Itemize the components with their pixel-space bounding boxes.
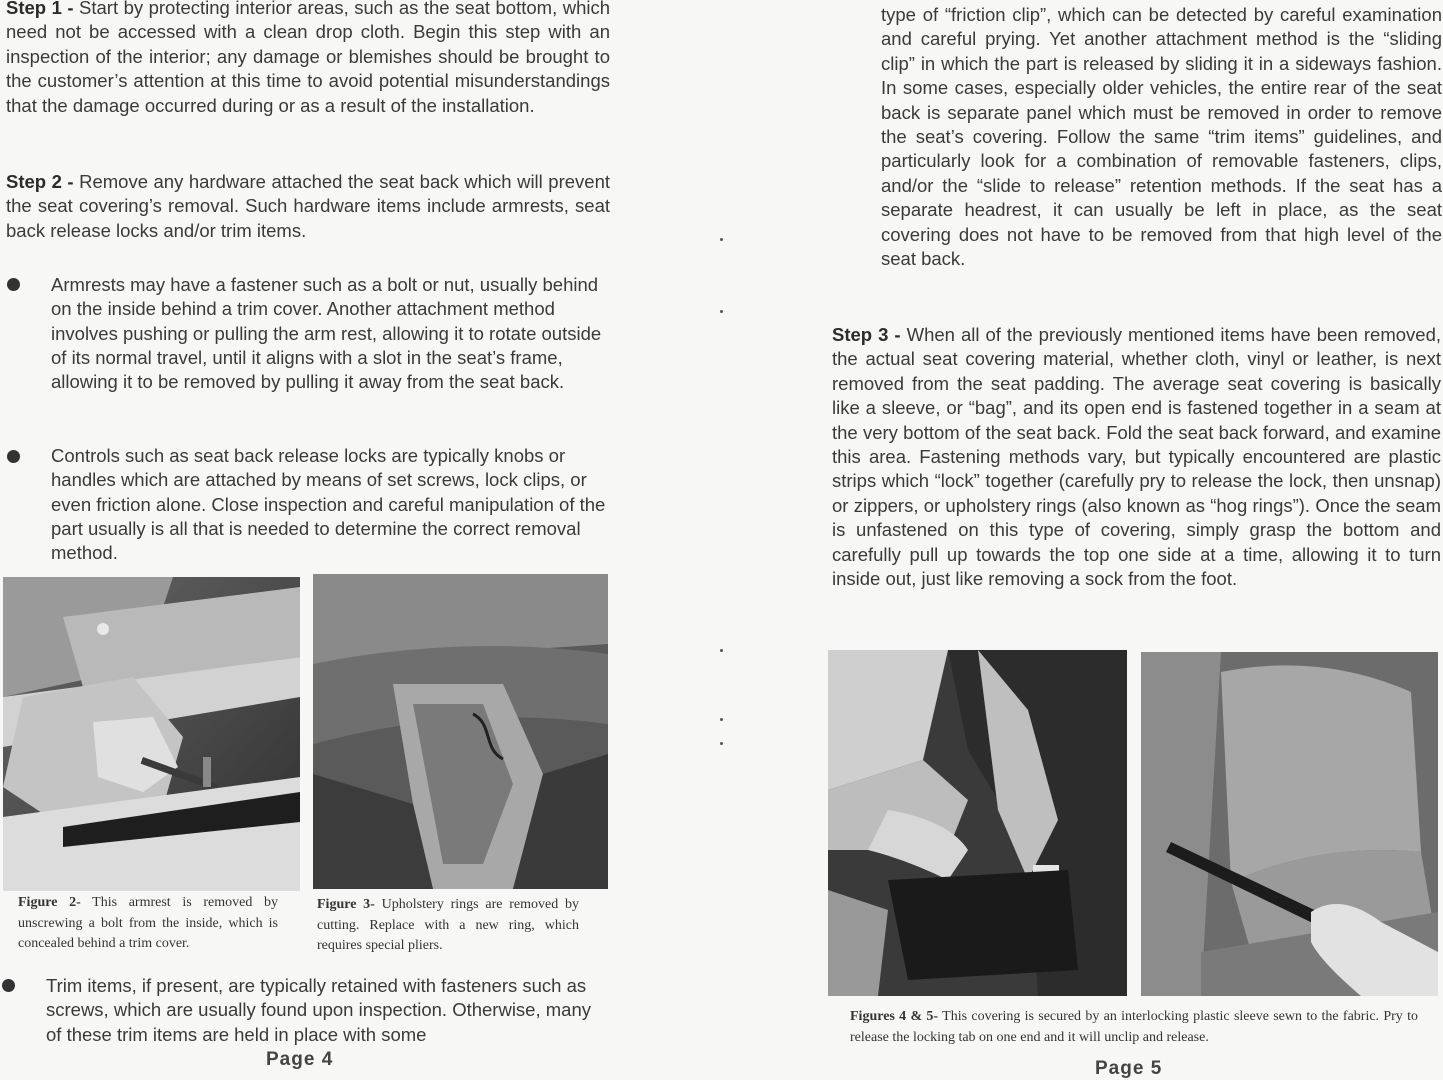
figure-4-photo [828,650,1127,996]
page-5 [722,0,1443,1080]
bullet-controls: Controls such as seat back release locks are typically knobs or handles which are attached by means of set screws, lock clips, or even friction alone. Close inspection and careful manipulation of the part usually is all that is needed to determine the correct removal method. [51,445,606,564]
figures-4-5-caption [850,1007,1418,1048]
page-number: Page 4 [266,1049,334,1070]
bullet-dot [7,278,20,291]
figure-2-caption [18,893,278,955]
step-2-paragraph [6,170,610,243]
figure-2-text: This armrest is removed by unscrewing a bolt from the inside, which is concealed behind a trim cover. [18,895,278,951]
bullet-armrests: Armrests may have a fastener such as a bolt or nut, usually behind on the inside behind a trim cover. Another attachment method involves pushing or pulling the arm rest, allowing it to rotate outside of its normal travel, until it aligns with a slot in the seat’s frame, allowing it to be removed by pulling it away from the seat back. [51,274,602,393]
step-2-label: Step 2 - [6,171,74,192]
figures-4-5-text: This covering is secured by an interlocking plastic sleeve sewn to the fabric. Pry to release the locking tab on one end and it will unclip and release. [850,1009,1419,1045]
step-1-label: Step 1 - [6,0,74,18]
figure-3-caption [317,895,579,957]
figure-5-photo [1141,652,1438,996]
figure-3-text: Upholstery rings are removed by cutting. Replace with a new ring, which requires special pliers. [317,897,579,953]
figure-2-photo [3,577,300,891]
step-1-paragraph [6,0,610,118]
figures-4-5-label: Figures 4 & 5- [850,1009,939,1024]
step-1-text: Start by protecting interior areas, such as the seat bottom, which need not be accessed with a clean drop cloth. Begin this step with an inspection of the interior; any damage or blemishes should be brought to the customer’s attention at this time to avoid potential misunderstandings that the damage occurred during or as a result of the installation. [6,0,611,116]
step-3-paragraph [832,323,1441,591]
figure-2-label: Figure 2- [18,895,81,910]
page-4 [0,0,720,1080]
figure-3-photo [313,574,608,889]
bullet-dot [7,450,20,463]
step-3-label: Step 3 - [832,324,901,345]
continued-paragraph: type of “friction clip”, which can be detected by careful examination and careful prying. Yet another attachment method is the “sliding clip” in which the part is released by sliding it in a sideways fashion. In some cases, especially older vehicles, the entire rear of the seat back is separate panel which must be removed in order to remove the seat’s covering. Follow the same “trim items” guidelines, and particularly look for a combination of removable fasteners, clips, and/or the “slide to release” retention methods. If the seat has a separate headrest, it can usually be left in place, as the seat covering does not have to be removed from that high level of the seat back. [881,4,1442,270]
figure-3-label: Figure 3- [317,897,375,912]
step-2-text: Remove any hardware attached the seat back which will prevent the seat covering’s removal. Such hardware items include armrests, seat back release locks and/or trim items. [6,171,610,241]
step-3-text: When all of the previously mentioned items have been removed, the actual seat covering material, whether cloth, vinyl or leather, is next removed from the seat padding. The average seat covering is basically like a sleeve, or “bag”, and its open end is fastened together in a seam at the very bottom of the seat back. Fold the seat back forward, and examine this area. Fastening methods vary, but typically encountered are plastic strips which “lock” together (carefully pry to release the lock, then unsnap) or zippers, or upholstery rings (also known as “hog rings”). Once the seam is unfastened on this type of covering, simply grasp the bottom and carefully pull up towards the top one side at a time, allowing it to turn inside out, just like removing a sock from the foot. [832,324,1442,590]
bullet-dot [2,979,15,992]
bullet-trim-items: Trim items, if present, are typically retained with fasteners such as screws, which are usually found upon inspection. Otherwise, many of these trim items are held in place with some [46,975,591,1045]
page-number: Page 5 [1095,1058,1163,1079]
